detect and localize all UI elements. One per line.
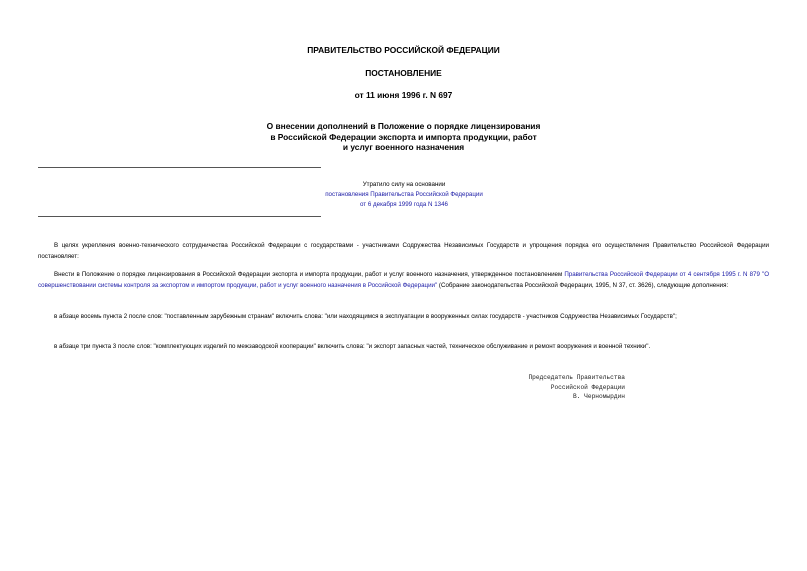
divider-top [38,167,321,168]
document-date-number: от 11 июня 1996 г. N 697 [354,90,453,100]
signatory-name: В. Черномырдин [573,393,625,400]
body-paragraph-2 [38,269,769,291]
paragraph-3-text: в абзаце восемь пункта 2 после слов: "поставленным зарубежным странам" включить слова: "или находящимся в эксплуатации в вооруженных силах государств - участников Содружества Независимых Государств"; [54,313,677,320]
issuer-heading: ПРАВИТЕЛЬСТВО РОССИЙСКОЙ ФЕДЕРАЦИИ [307,45,500,55]
document-subject [0,121,807,153]
status-note-text: Утратило силу на основании [362,181,446,188]
status-note-link-line-1[interactable]: постановления Правительства Российской Федерации [325,191,483,198]
signature-block [480,373,625,402]
paragraph-2-text-start: Внести в Положение о порядке лицензирования в Российской Федерации экспорта и импорта продукции, работ и услуг военного назначения, утвержденное постановлением [54,271,565,278]
paragraph-4-text: в абзаце три пункта 3 после слов: "комплектующих изделий по межзаводской кооперации" включить слова: "и экспорт запасных частей, техническое обслуживание и ремонт вооружения и военной техники". [54,343,651,350]
body-paragraph-3 [38,311,769,322]
signatory-title: Председатель Правительства [528,374,625,381]
document-type-heading: ПОСТАНОВЛЕНИЕ [365,68,442,78]
subject-line-1: О внесении дополнений в Положение о порядке лицензирования [266,121,541,131]
subject-line-2: в Российской Федерации экспорта и импорта продукции, работ [270,131,537,142]
subject-line-3: и услуг военного назначения [342,142,465,152]
status-note-link-line-2[interactable]: от 6 декабря 1999 года N 1346 [360,201,448,208]
paragraph-2-text-end: (Собрание законодательства Российской Федерации, 1995, N 37, ст. 3626), следующие дополнения: [437,282,729,289]
body-paragraph-1 [38,240,769,262]
status-note [300,180,508,210]
paragraph-1-text: В целях укрепления военно-технического сотрудничества Российской Федерации с государствами - участниками Содружества Независимых Государств и упрощения порядка его осуществления Правительство Российской Федерации постановляет: [38,242,769,260]
decree-879-link[interactable]: Правительства Российской Федерации от 4 сентября 1995 г. N 879 "О совершенствовании системы контроля за экспортом и импортом продукции, работ и услуг военного назначения в Российской Федерации" [38,271,770,289]
body-paragraph-4 [38,341,769,352]
divider-bottom [38,216,321,217]
signatory-country: Российской Федерации [550,383,625,391]
